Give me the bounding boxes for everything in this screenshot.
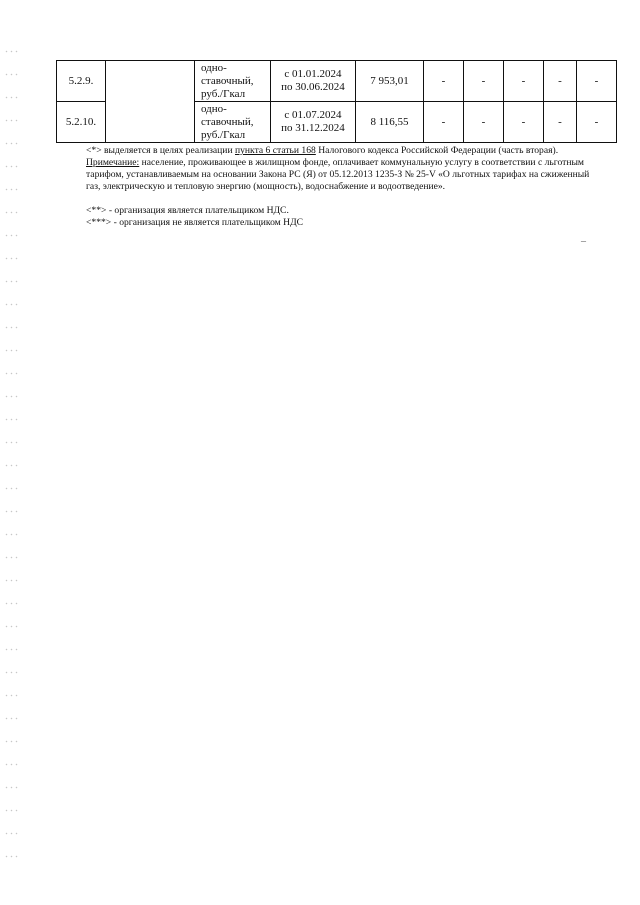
tariff-table	[56, 60, 617, 143]
empty-value-dash: -	[544, 61, 577, 102]
remark-label: Примечание:	[86, 157, 140, 168]
empty-value-dash: -	[504, 61, 544, 102]
remark-paragraph: Примечание: население, проживающее в жилищном фонде, оплачивает коммунальную услугу в соответствии с льготным тарифом, устанавливаемым на основании Закона РС (Я) от 05.12.2013 1235-З № 25-V «О льготных тарифах на сжиженный газ, электрическую и тепловую энергию (мощность), водоснабжение и водоотведение».	[86, 157, 590, 192]
tariff-period: с 01.07.2024 по 31.12.2024	[271, 102, 356, 143]
footnote-vat-nonpayer: <***> - организация не является плательщиком НДС	[86, 217, 304, 228]
empty-value-dash: -	[464, 102, 504, 143]
empty-value-dash: -	[504, 102, 544, 143]
row-number: 5.2.9.	[57, 61, 106, 102]
empty-value-dash: -	[424, 61, 464, 102]
stray-mark: _	[581, 232, 586, 243]
tariff-unit: одно- ставочный, руб./Гкал	[195, 61, 271, 102]
tariff-period: с 01.01.2024 по 30.06.2024	[271, 61, 356, 102]
footnote-vat-allocation: <*> выделяется в целях реализации пункта 6 статьи 168 Налогового кодекса Российской Федерации (часть вторая).	[86, 145, 559, 156]
footnotes-block	[86, 145, 606, 229]
empty-value-dash: -	[464, 61, 504, 102]
footnote-vat-payer: <**> - организация является плательщиком НДС.	[86, 205, 289, 216]
scan-edge-artifact	[4, 40, 18, 860]
tax-code-reference: пункта 6 статьи 168	[234, 145, 316, 156]
tariff-value: 8 116,55	[356, 102, 424, 143]
merged-empty-cell	[106, 61, 195, 143]
tariff-value: 7 953,01	[356, 61, 424, 102]
table-row	[57, 61, 617, 102]
empty-value-dash: -	[577, 102, 617, 143]
empty-value-dash: -	[577, 61, 617, 102]
tariff-unit: одно- ставочный, руб./Гкал	[195, 102, 271, 143]
row-number: 5.2.10.	[57, 102, 106, 143]
empty-value-dash: -	[424, 102, 464, 143]
empty-value-dash: -	[544, 102, 577, 143]
